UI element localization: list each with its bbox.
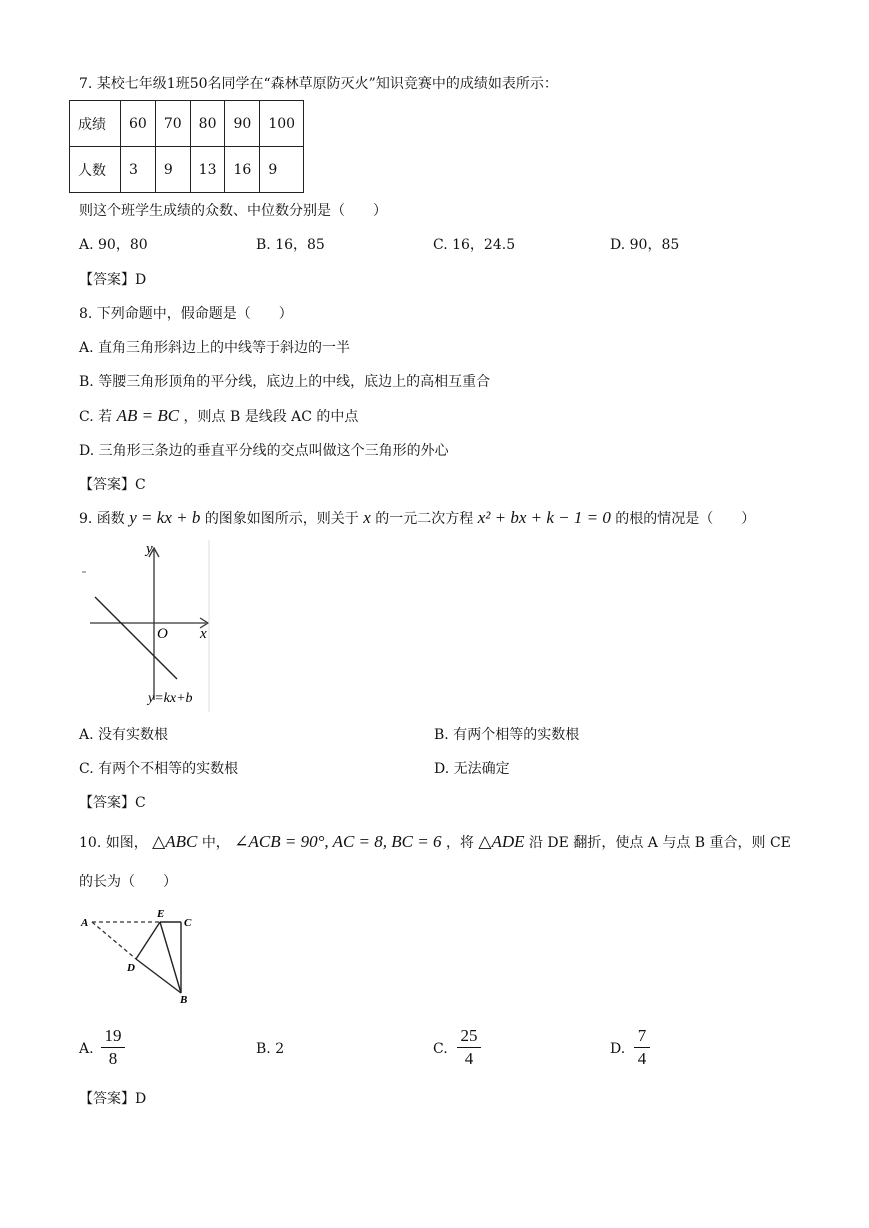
q7-question: 则这个班学生成绩的众数、中位数分别是（ ） [79, 203, 387, 219]
q9-option-d: D. 无法确定 [434, 761, 510, 777]
fraction-bar [101, 1047, 125, 1048]
table-row [70, 101, 304, 147]
q8-option-c [79, 406, 358, 427]
x-label: x [200, 626, 207, 642]
point-a-label: A [81, 917, 89, 929]
table-cell: 9 [155, 147, 190, 193]
q7-option-c: C. 16，24.5 [433, 237, 516, 253]
q9-variable: x [363, 508, 371, 527]
q10-option-d-fraction [634, 1026, 650, 1069]
q10-option-a-fraction [101, 1026, 125, 1069]
q9-stem [79, 508, 755, 529]
fraction-denominator: 8 [108, 1049, 118, 1068]
point-c-label: C [184, 917, 192, 929]
q9-stem-part: 9. 函数 [79, 511, 125, 527]
q10-condition: ∠ACB = 90°, AC = 8, BC = 6 [234, 832, 442, 851]
q10-stem-part: 10. 如图， [79, 835, 148, 851]
q10-stem-line1 [79, 832, 791, 853]
fraction-bar [634, 1047, 650, 1048]
segment-ed [136, 922, 160, 959]
fraction-denominator: 4 [464, 1049, 474, 1068]
table-cell: 60 [121, 101, 156, 147]
q8-option-b: B. 等腰三角形顶角的平分线，底边上的中线，底边上的高相互重合 [79, 374, 491, 390]
point-b-label: B [180, 994, 188, 1005]
q10-stem-line2: 的长为（ ） [79, 874, 177, 890]
q9-answer: 【答案】C [79, 795, 146, 811]
q8-answer: 【答案】C [79, 477, 146, 493]
q10-option-d-label: D. [610, 1041, 626, 1057]
q8-option-c-suffix: ，则点 B 是线段 AC 的中点 [183, 409, 359, 425]
q8-option-c-math: AB = BC [116, 406, 180, 425]
table-cell: 13 [190, 147, 225, 193]
q9-stem-part: 的根的情况是（ ） [615, 511, 756, 527]
q9-graph-figure [78, 540, 218, 712]
fraction-numerator: 7 [637, 1026, 647, 1045]
q10-stem-part: 中， [201, 835, 230, 851]
q8-option-c-prefix: C. 若 [79, 409, 113, 425]
q10-triangle-abc: △ABC [152, 832, 198, 851]
q9-stem-part: 的图象如图所示，则关于 [204, 511, 359, 527]
q7-stem: 7. 某校七年级1班50名同学在“森林草原防灭火”知识竞赛中的成绩如表所示： [79, 76, 558, 92]
q10-stem-part: 沿 DE 翻折，使点 A 与点 B 重合，则 CE [528, 835, 791, 851]
point-d-label: D [127, 962, 135, 974]
q9-stem-part: 的一元二次方程 [375, 511, 474, 527]
segment-eb [160, 922, 181, 993]
q7-option-d: D. 90，85 [610, 237, 680, 253]
q10-option-c-label: C. [433, 1041, 448, 1057]
q10-stem-part: ，将 [445, 835, 474, 851]
table-cell: 80 [190, 101, 225, 147]
table-cell: 90 [225, 101, 260, 147]
table-row [70, 147, 304, 193]
q9-option-c: C. 有两个不相等的实数根 [79, 761, 239, 777]
table-cell: 70 [155, 101, 190, 147]
table-cell: 人数 [70, 147, 121, 193]
q8-stem: 8. 下列命题中，假命题是（ ） [79, 306, 293, 322]
score-table [69, 100, 304, 193]
table-cell: 100 [260, 101, 304, 147]
fraction-bar [457, 1047, 481, 1048]
q7-option-b: B. 16，85 [256, 237, 325, 253]
q9-option-a: A. 没有实数根 [79, 727, 169, 743]
q10-triangle-figure [78, 905, 208, 1005]
q10-triangle-ade: △ADE [478, 832, 525, 851]
fraction-denominator: 4 [637, 1049, 647, 1068]
q10-option-b: B. 2 [256, 1041, 285, 1057]
q10-option-c-fraction [457, 1026, 481, 1069]
q9-function: y = kx + b [129, 508, 201, 527]
q9-equation: x² + bx + k − 1 = 0 [477, 508, 611, 527]
y-label: y [146, 541, 153, 557]
table-cell: 9 [260, 147, 304, 193]
q9-option-b: B. 有两个相等的实数根 [434, 727, 580, 743]
table-cell: 16 [225, 147, 260, 193]
q10-option-a-label: A. [79, 1041, 94, 1057]
point-e-label: E [157, 908, 165, 920]
segment-db [136, 959, 181, 993]
table-cell: 3 [121, 147, 156, 193]
origin-label: O [157, 626, 168, 642]
q8-option-d: D. 三角形三条边的垂直平分线的交点叫做这个三角形的外心 [79, 443, 449, 459]
table-cell: 成绩 [70, 101, 121, 147]
segment-ad-dashed [92, 922, 136, 959]
q10-answer: 【答案】D [79, 1091, 147, 1107]
q8-option-a: A. 直角三角形斜边上的中线等于斜边的一半 [79, 340, 351, 356]
line-caption: y=kx+b [148, 691, 193, 706]
q7-option-a: A. 90，80 [79, 237, 148, 253]
fraction-numerator: 19 [104, 1026, 122, 1045]
q7-answer: 【答案】D [79, 272, 147, 288]
fraction-numerator: 25 [460, 1026, 478, 1045]
